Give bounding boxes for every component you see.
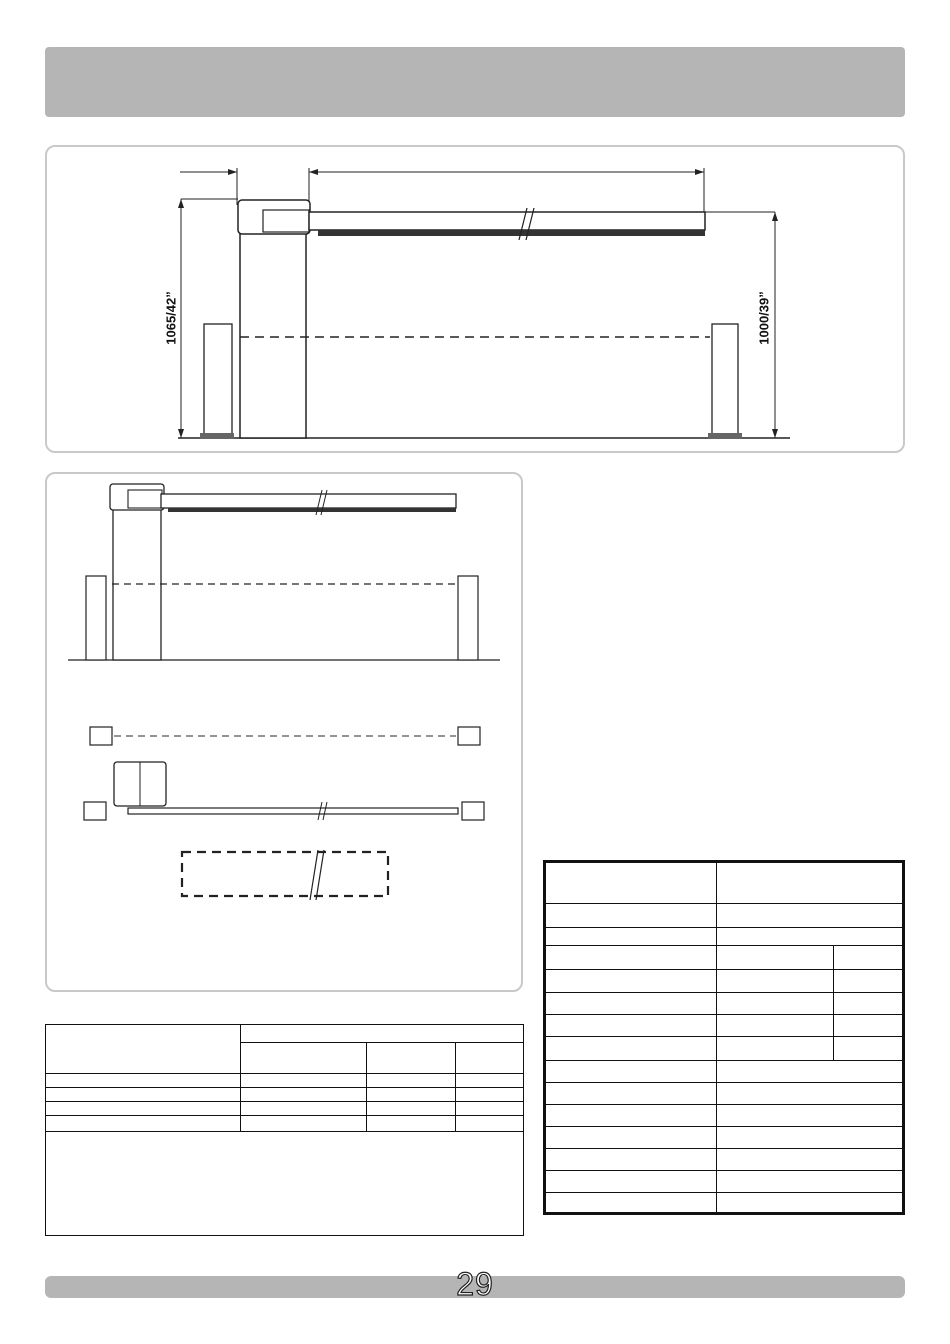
table-cell — [367, 1043, 456, 1074]
table-row — [545, 1037, 904, 1061]
table-row — [545, 1015, 904, 1037]
table-row — [545, 904, 904, 928]
table-row — [545, 1083, 904, 1105]
table-row — [545, 1105, 904, 1127]
table-row — [46, 1116, 524, 1132]
table-cell — [241, 1043, 367, 1074]
table-row — [46, 1074, 524, 1088]
height-dimension-label: 1065/42” — [163, 291, 179, 345]
table-row — [545, 946, 904, 970]
page-number: 29 — [456, 1266, 494, 1302]
table-row — [545, 928, 904, 946]
table-row — [545, 1149, 904, 1171]
table-notes-row — [46, 1132, 524, 1236]
table-row — [545, 993, 904, 1015]
right-spec-table — [543, 860, 905, 1215]
left-spec-table — [45, 1024, 524, 1236]
table-row — [46, 1088, 524, 1102]
table-row — [545, 862, 904, 904]
table-row — [46, 1102, 524, 1116]
table-cell — [456, 1043, 524, 1074]
table-row — [545, 1171, 904, 1193]
table-cell — [46, 1025, 241, 1074]
table-cell — [241, 1025, 524, 1043]
table-row — [545, 1061, 904, 1083]
table-row — [545, 970, 904, 993]
table-row — [545, 1193, 904, 1214]
table-row — [545, 1127, 904, 1149]
beam-height-dimension-label: 1000/39” — [756, 291, 772, 345]
